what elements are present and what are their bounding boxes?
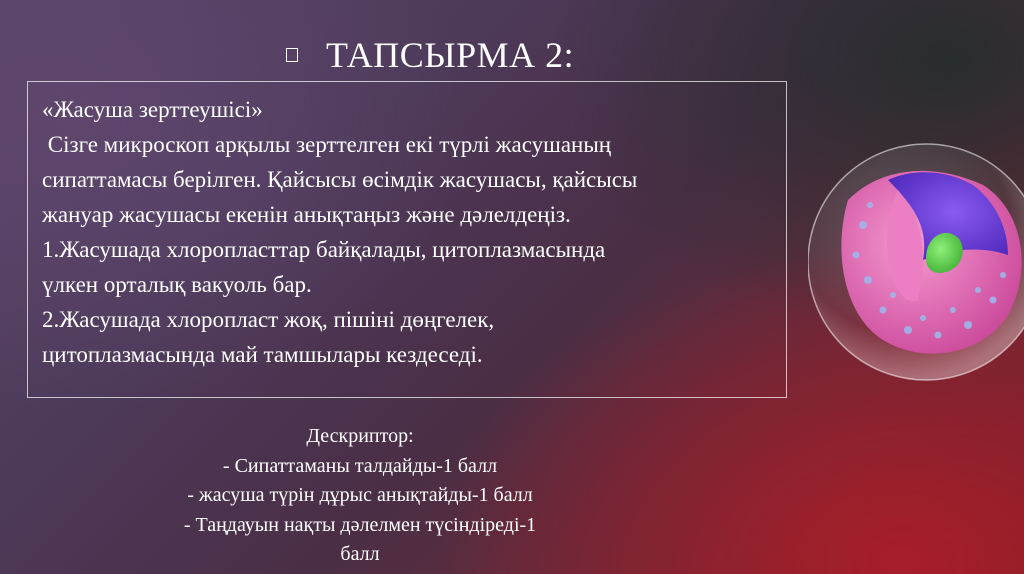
descriptor-item: - Таңдауын нақты дәлелмен түсіндіреді-1 <box>183 513 537 536</box>
task-line: жануар жасушасы екенін анықтаңыз және дәлелдеңіз. <box>42 202 571 227</box>
task-line: 1.Жасушада хлоропласттар байқалады, цитоплазмасында <box>42 237 606 262</box>
slide-title-text: ТАПСЫРМА 2: <box>326 35 575 75</box>
task-line: 2.Жасушада хлоропласт жоқ, пішіні дөңгелек, <box>42 307 495 332</box>
slide-title <box>286 30 574 80</box>
descriptor-item: - жасуша түрін дұрыс анықтайды-1 балл <box>187 484 533 506</box>
task-line: Сізге микроскоп арқылы зерттелген екі түрлі жасушаның <box>42 132 612 157</box>
descriptor-heading: Дескриптор: <box>306 425 414 447</box>
cell-icon <box>808 130 1024 395</box>
task-text-box <box>27 81 787 398</box>
cell-illustration <box>808 130 1024 395</box>
descriptor-item: - Сипаттаманы талдайды-1 балл <box>222 454 498 477</box>
hollow-square-bullet-icon <box>286 48 298 62</box>
task-line: «Жасуша зерттеушісі» <box>42 97 263 122</box>
descriptor-item: балл <box>340 543 380 565</box>
task-line: сипаттамасы берілген. Қайсысы өсімдік жасушасы, қайсысы <box>42 167 638 192</box>
task-line: үлкен орталық вакуоль бар. <box>42 272 312 297</box>
task-line: цитоплазмасында май тамшылары кездеседі. <box>42 342 483 367</box>
descriptor-block <box>100 422 620 570</box>
